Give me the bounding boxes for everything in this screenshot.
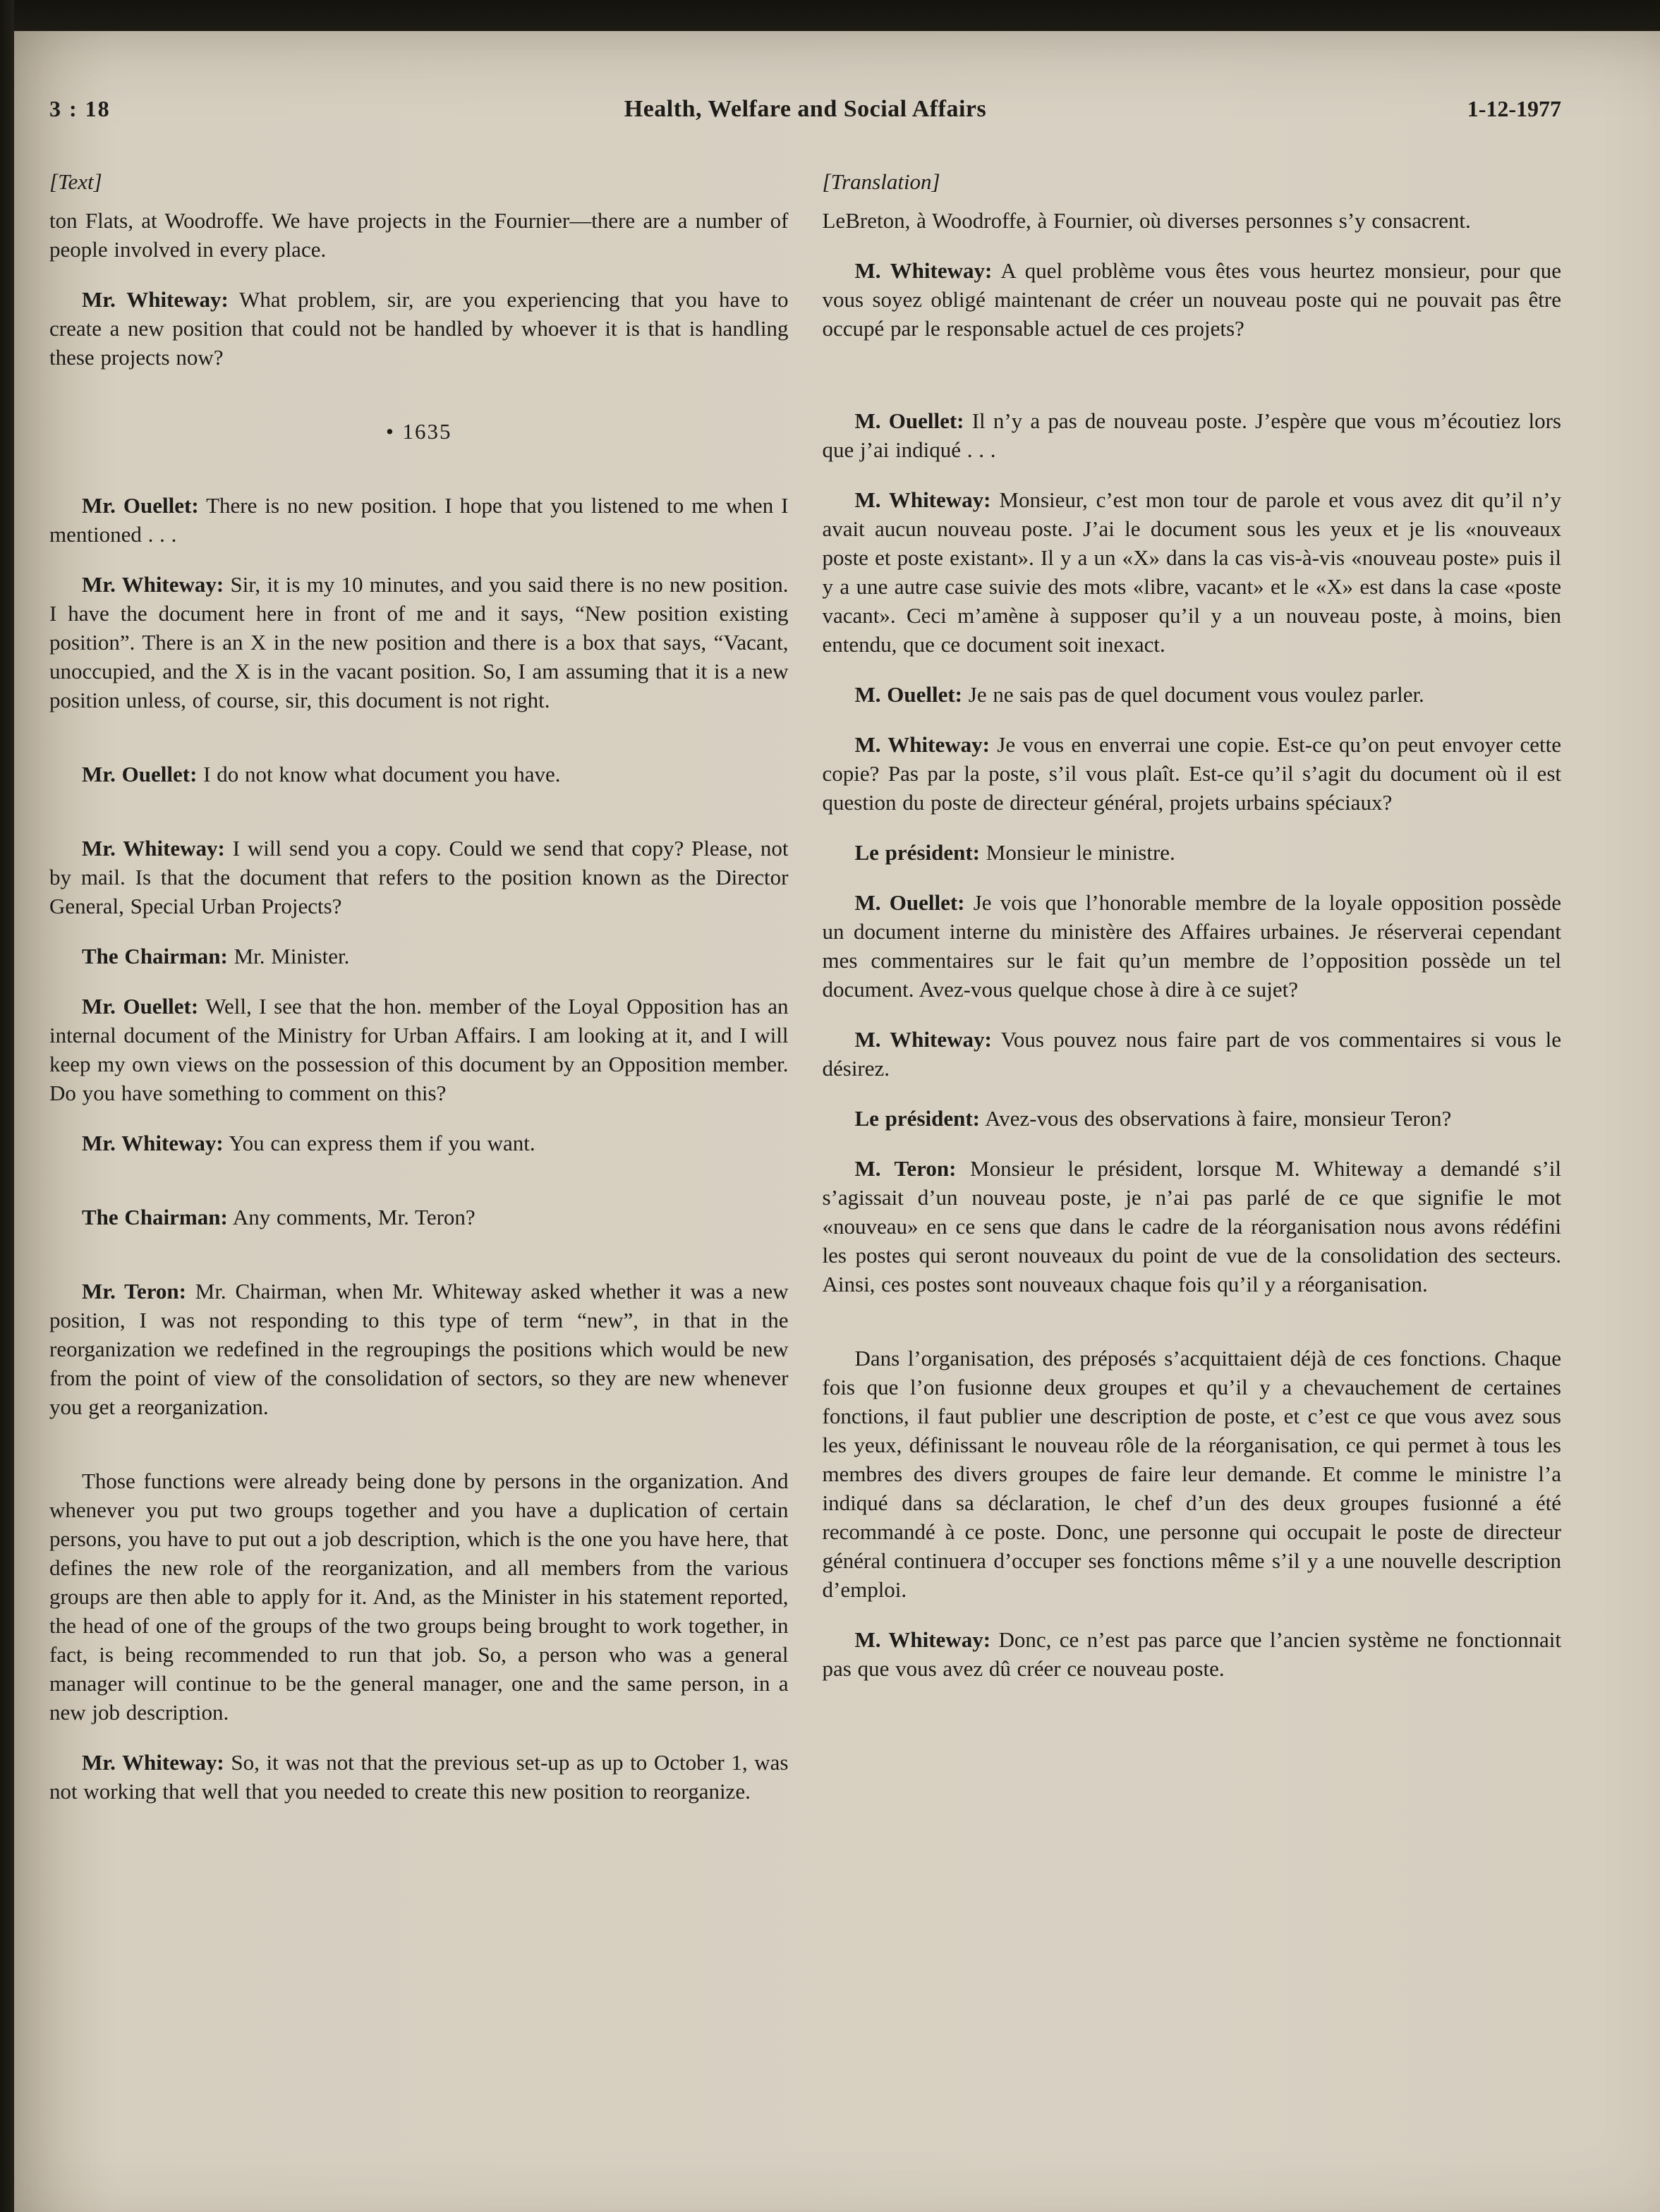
speaker-name: M. Ouellet: — [854, 682, 963, 707]
body-paragraph: ton Flats, at Woodroffe. We have projects in the Fournier—there are a number of people involved in every place. — [49, 208, 789, 262]
speech-paragraph: Mr. Whiteway: I will send you a copy. Could we send that copy? Please, not by mail. Is that the document that refers to the position known as the Director General, Special Urban Projects? — [49, 836, 789, 918]
scan-edge-top — [0, 0, 1660, 31]
speaker-name: Mr. Ouellet: — [82, 762, 198, 786]
speaker-name: Mr. Whiteway: — [82, 836, 225, 861]
speaker-name: Mr. Ouellet: — [82, 994, 199, 1019]
speaker-name: Mr. Teron: — [82, 1279, 186, 1304]
speech-paragraph: M. Ouellet: Il n’y a pas de nouveau poste. J’espère que vous m’écoutiez lors que j’ai indiqué . . . — [822, 408, 1561, 462]
page-number: 3 : 18 — [49, 96, 111, 121]
scan-edge-left — [0, 0, 14, 2212]
text-column-paragraphs — [49, 206, 789, 1806]
speaker-name: Le président: — [854, 840, 981, 865]
speaker-name: The Chairman: — [82, 1205, 228, 1229]
speech-paragraph: M. Ouellet: Je ne sais pas de quel document vous voulez parler. — [854, 682, 1424, 707]
speech-paragraph: Mr. Teron: Mr. Chairman, when Mr. Whiteway asked whether it was a new position, I was not responding to this type of term “new”, in that in the reorganization we redefined in the regroupings the positions which would be new from the point of view of the consolidation of sectors, so they are new whenever you get a reorganization. — [49, 1279, 789, 1419]
two-column-body — [49, 169, 1561, 1806]
page-date: 1-12-1977 — [1467, 96, 1561, 121]
speech-paragraph: Mr. Whiteway: What problem, sir, are you experiencing that you have to create a new position that could not be handled by whoever it is that is handling these projects now? — [49, 287, 789, 370]
speaker-name: Mr. Whiteway: — [82, 1750, 224, 1775]
text-column — [49, 169, 789, 1806]
speaker-name: M. Whiteway: — [854, 258, 993, 283]
speech-paragraph: Le président: Monsieur le ministre. — [854, 840, 1175, 865]
speaker-name: M. Whiteway: — [854, 487, 991, 512]
speech-paragraph: Mr. Whiteway: So, it was not that the previous set-up as up to October 1, was not working that well that you needed to create this new position to reorganize. — [49, 1750, 789, 1804]
page-header — [49, 96, 1561, 123]
speech-paragraph: Mr. Ouellet: I do not know what document you have. — [82, 762, 561, 786]
body-paragraph: Those functions were already being done by persons in the organization. And whenever you put two groups together and you have a duplication of certain persons, you have to put out a job description, which is the one you have here, that defines the new role of the reorganization, and all members from the various groups are then able to apply for it. And, as the Minister in his statement reported, the head of one of the groups of the two groups being brought to work together, in fact, is being recommended to run that job. So, a person who was a general manager will continue to be the general manager, one and the same person, in a new job description. — [49, 1469, 789, 1725]
speaker-name: Le président: — [854, 1106, 981, 1131]
text-column-label: [Text] — [49, 169, 102, 194]
speaker-name: M. Ouellet: — [854, 408, 964, 433]
speaker-name: M. Teron: — [854, 1156, 957, 1181]
speech-paragraph: M. Whiteway: Monsieur, c’est mon tour de parole et vous avez dit qu’il n’y avait aucun nouveau poste. J’ai le document sous les yeux et je lis «nouveaux poste et poste existant». Il y a un «X» dans la cas vis-à-vis «nouveau poste» puis il y a une autre case suivie des mots «libre, vacant» et le «X» est dans la case «poste vacant». Ceci m’amène à supposer qu’il y a un nouveau poste, à moins, bien entendu, que ce document soit inexact. — [822, 487, 1561, 657]
speaker-name: M. Whiteway: — [854, 1627, 991, 1652]
speaker-name: Mr. Whiteway: — [82, 1131, 224, 1155]
speech-paragraph: Mr. Ouellet: There is no new position. I hope that you listened to me when I mentioned . . . — [49, 493, 789, 547]
translation-column-paragraphs — [823, 206, 1562, 1683]
speaker-name: Mr. Whiteway: — [82, 572, 224, 597]
speech-paragraph: Mr. Whiteway: You can express them if you want. — [82, 1131, 535, 1155]
speech-paragraph: M. Whiteway: Donc, ce n’est pas parce que l’ancien système ne fonctionnait pas que vous avez dû créer ce nouveau poste. — [822, 1627, 1561, 1681]
speaker-name: M. Ouellet: — [854, 890, 965, 915]
document-page — [14, 31, 1660, 2212]
speaker-name: M. Whiteway: — [854, 732, 990, 757]
speaker-name: M. Whiteway: — [854, 1027, 992, 1052]
speech-paragraph: M. Ouellet: Je vois que l’honorable membre de la loyale opposition possède un document interne du ministère des Affaires urbaines. Je réserverai cependant mes commentaires sur le fait qu’un membre de l’opposition possède un tel document. Avez-vous quelque chose à dire à ce sujet? — [822, 890, 1561, 1002]
speaker-name: Mr. Ouellet: — [82, 493, 199, 518]
body-paragraph: LeBreton, à Woodroffe, à Fournier, où diverses personnes s’y consacrent. — [822, 208, 1471, 233]
translation-column-label: [Translation] — [822, 169, 940, 194]
speech-paragraph: The Chairman: Mr. Minister. — [82, 944, 350, 968]
speech-paragraph: Le président: Avez-vous des observations à faire, monsieur Teron? — [854, 1106, 1452, 1131]
speech-paragraph: M. Teron: Monsieur le président, lorsque M. Whiteway a demandé s’il s’agissait d’un nouveau poste, je n’ai pas parlé de ce que signifie le mot «nouveau» en ce sens que dans le cadre de la réorganisation nous avons rédéfini les postes qui seront nouveaux du point de vue de la consolidation des secteurs. Ainsi, ces postes sont nouveaux chaque fois qu’il y a réorganisation. — [822, 1156, 1561, 1296]
speech-paragraph: Mr. Ouellet: Well, I see that the hon. member of the Loyal Opposition has an internal document of the Ministry for Urban Affairs. I am looking at it, and I will keep my own views on the possession of this document by an Opposition member. Do you have something to comment on this? — [49, 994, 789, 1105]
speech-paragraph: M. Whiteway: Je vous en enverrai une copie. Est-ce qu’on peut envoyer cette copie? Pas par la poste, s’il vous plaît. Est-ce qu’il s’agit du document où il est question du poste de directeur général, projets urbains spéciaux? — [822, 732, 1561, 815]
speaker-name: The Chairman: — [82, 944, 228, 968]
speech-paragraph: The Chairman: Any comments, Mr. Teron? — [82, 1205, 475, 1229]
speaker-name: Mr. Whiteway: — [82, 287, 229, 312]
speech-paragraph: Mr. Whiteway: Sir, it is my 10 minutes, and you said there is no new position. I have the document here in front of me and it says, “New position existing position”. There is an X in the new position and there is a box that says, “Vacant, unoccupied, and the X is in the vacant position. So, I am assuming that it is a new position unless, of course, sir, this document is not right. — [49, 572, 789, 712]
translation-column — [823, 169, 1562, 1683]
page-title: Health, Welfare and Social Affairs — [624, 96, 987, 122]
speech-paragraph: M. Whiteway: A quel problème vous êtes vous heurtez monsieur, pour que vous soyez obligé maintenant de créer un nouveau poste qui ne pouvait pas être occupé par le responsable actuel de ces projets? — [822, 258, 1561, 341]
body-paragraph: Dans l’organisation, des préposés s’acquittaient déjà de ces fonctions. Chaque fois que l’on fusionne deux groupes et qu’il y a chevauchement de certaines fonctions, il faut publier une description de poste, et c’est ce que vous avez sous les yeux, définissant le nouveau rôle de la réorganisation, ce qui permet à tous les membres des divers groupes de faire leur demande. Et comme le ministre l’a indiqué dans sa déclaration, le chef d’un des deux groupes fusionné a été recommandé à ce poste. Donc, une personne qui occupait le poste de directeur général continuera d’occuper ses fonctions même s’il y a une nouvelle description d’emploi. — [822, 1346, 1561, 1602]
timestamp-marker: • 1635 — [385, 419, 452, 444]
speech-paragraph: M. Whiteway: Vous pouvez nous faire part de vos commentaires si vous le désirez. — [822, 1027, 1561, 1081]
